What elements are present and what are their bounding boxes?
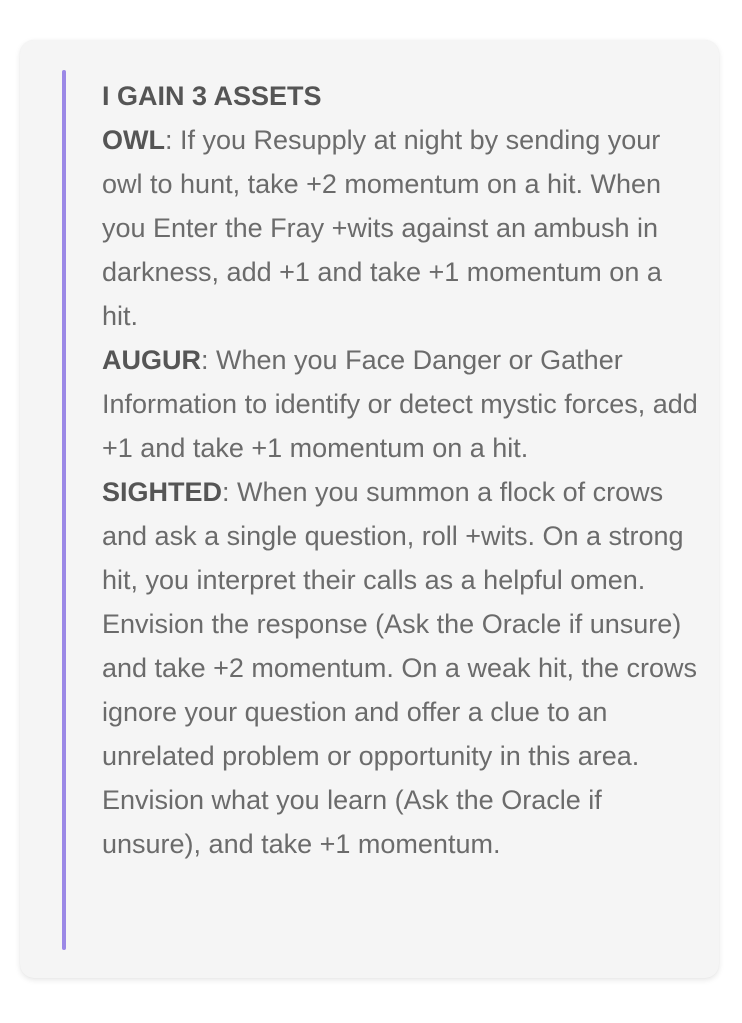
asset-text-augur: : When you Face Danger or Gather Information to identify or detect mystic forces, add +1 and take +1 momentum on a hit.: [102, 345, 698, 463]
heading-text: I GAIN 3 ASSETS: [102, 81, 322, 111]
asset-sighted: [102, 470, 702, 866]
asset-name-owl: OWL: [102, 125, 165, 155]
asset-augur: [102, 338, 702, 470]
asset-owl: [102, 118, 702, 338]
asset-name-augur: AUGUR: [102, 345, 201, 375]
blockquote-accent-bar: [62, 70, 66, 950]
heading: [102, 74, 702, 118]
asset-name-sighted: SIGHTED: [102, 477, 223, 507]
note-card: [20, 40, 719, 978]
blockquote: [102, 74, 702, 866]
asset-text-sighted: : When you summon a flock of crows and ask a single question, roll +wits. On a strong hit, you interpret their calls as a helpful omen. Envision the response (Ask the Oracle if unsure) and take +2 momentum. On a weak hit, the crows ignore your question and offer a clue to an unrelated problem or opportunity in this area. Envision what you learn (Ask the Oracle if unsure), and take +1 momentum.: [102, 477, 698, 859]
asset-text-owl: : If you Resupply at night by sending your owl to hunt, take +2 momentum on a hit. When you Enter the Fray +wits against an ambush in darkness, add +1 and take +1 momentum on a hit.: [102, 125, 662, 331]
